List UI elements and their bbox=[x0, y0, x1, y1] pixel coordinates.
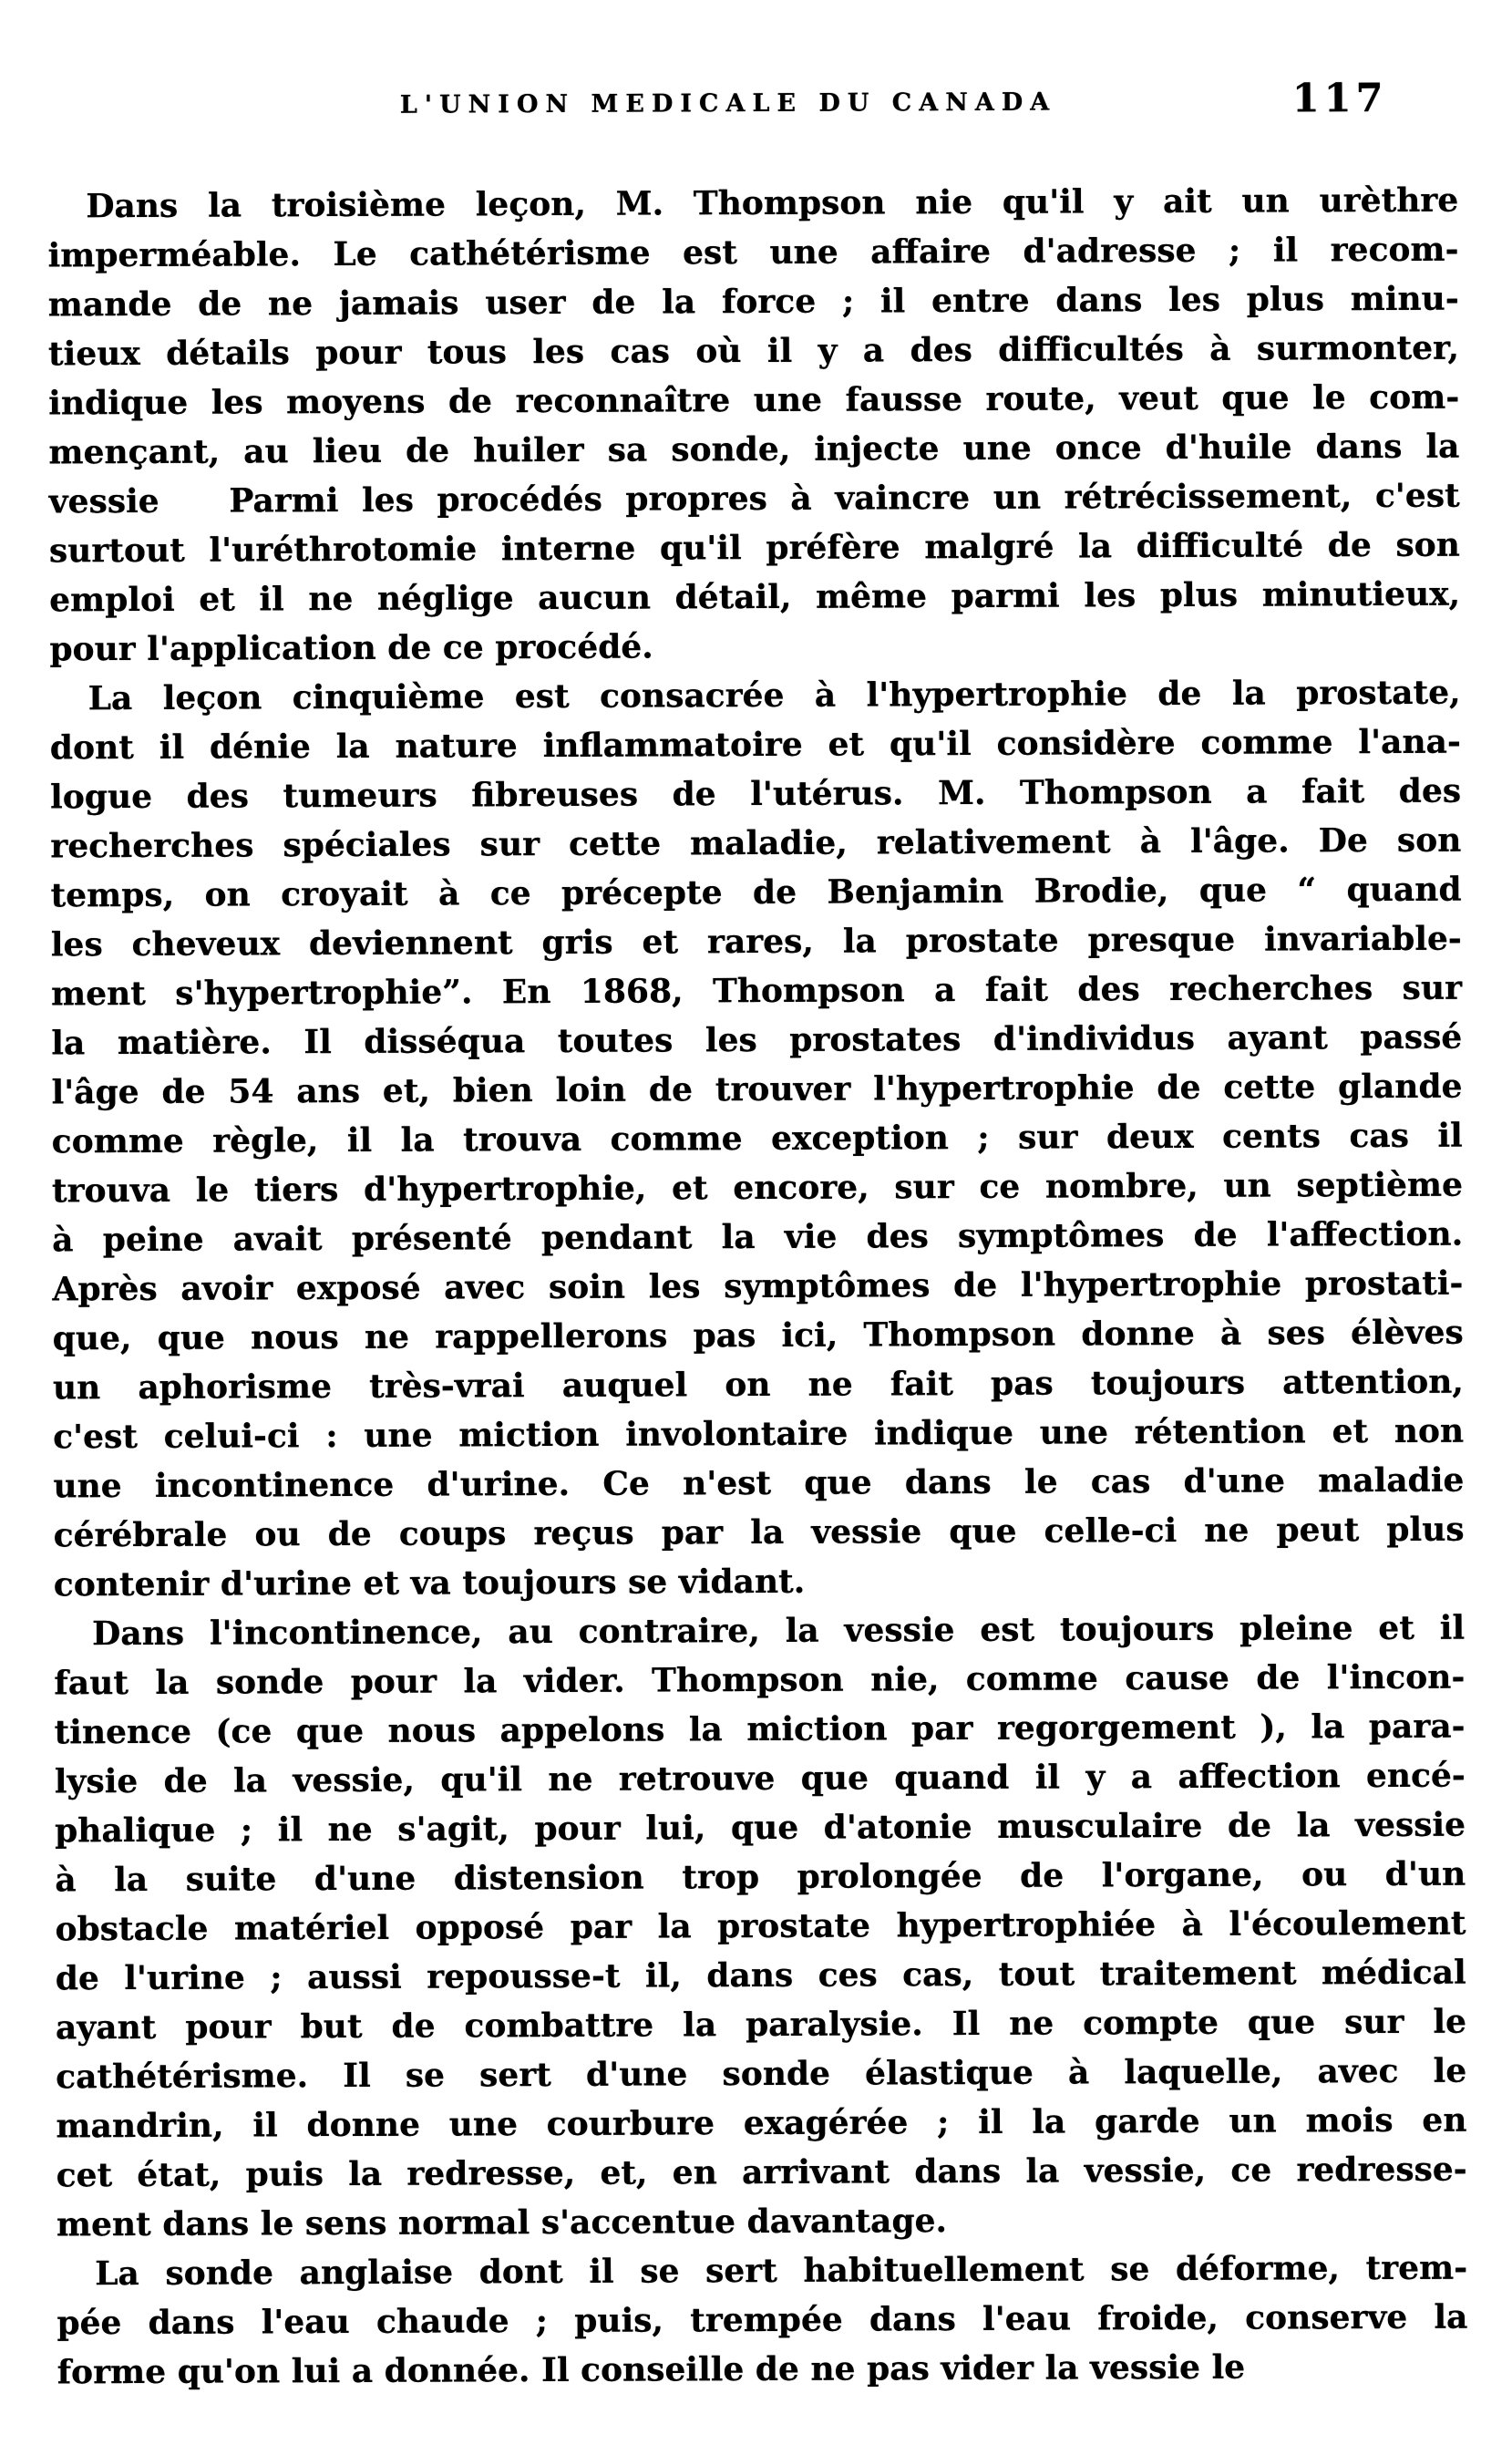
text-line: emploi et il ne néglige aucun détail, même parmi les plus minutieux, bbox=[49, 574, 1461, 620]
text-line: ment s'hypertrophie”. En 1868, Thompson a fait des recherches sur bbox=[50, 968, 1463, 1014]
text-line: contenir d'urine et va toujours se vidant. bbox=[53, 1562, 806, 1604]
text-line: cathétérisme. Il se sert d'une sonde élastique à laquelle, avec le bbox=[56, 2051, 1467, 2097]
text-line: que, que nous ne rappellerons pas ici, Thompson donne à ses élèves bbox=[52, 1313, 1464, 1358]
text-line: recherches spéciales sur cette maladie, relativement à l'âge. De son bbox=[50, 820, 1462, 866]
text-line: La sonde anglaise dont il se sert habituellement se déforme, trem- bbox=[95, 2248, 1468, 2294]
text-line: obstacle matériel opposé par la prostate hypertrophiée à l'écoulement bbox=[55, 1903, 1466, 1949]
text-line: de l'urine ; aussi repousse-t il, dans ces cas, tout traitement médical bbox=[55, 1953, 1466, 1998]
journal-title: L'UNION MEDICALE DU CANADA bbox=[399, 88, 1057, 119]
text-line: pour l'application de ce procédé. bbox=[49, 627, 653, 669]
text-line: tieux détails pour tous les cas où il y a des difficultés à surmonter, bbox=[47, 328, 1460, 374]
text-line: mande de ne jamais user de la force ; il entre dans les plus minu- bbox=[47, 279, 1459, 325]
text-line: la matière. Il disséqua toutes les prostates d'individus ayant passé bbox=[51, 1017, 1463, 1063]
text-line: pée dans l'eau chaude ; puis, trempée dans l'eau froide, conserve la bbox=[57, 2297, 1468, 2343]
paragraph bbox=[57, 2244, 1468, 2398]
text-line: indique les moyens de reconnaître une fausse route, veut que le com- bbox=[48, 377, 1460, 423]
text-line: vessie Parmi les procédés propres à vaincre un rétrécissement, c'est bbox=[48, 476, 1460, 521]
text-line: mandrin, il donne une courbure exagérée ; il la garde un mois en bbox=[56, 2100, 1467, 2146]
running-header bbox=[0, 75, 1508, 139]
text-line: à la suite d'une distension trop prolongée de l'organe, ou d'un bbox=[55, 1854, 1466, 1900]
text-line: un aphorisme très-vrai auquel on ne fait pas toujours attention, bbox=[52, 1362, 1465, 1408]
page-number: 117 bbox=[1291, 75, 1388, 122]
text-line: une incontinence d'urine. Ce n'est que dans le cas d'une maladie bbox=[53, 1460, 1465, 1506]
text-line: cet état, puis la redresse, et, en arrivant dans la vessie, ce redresse- bbox=[56, 2150, 1467, 2195]
text-line: surtout l'uréthrotomie interne qu'il préfère malgré la difficulté de son bbox=[48, 525, 1461, 571]
text-line: lysie de la vessie, qu'il ne retrouve que quand il y a affection encé- bbox=[54, 1756, 1466, 1801]
text-line: La leçon cinquième est consacrée à l'hypertrophie de la prostate, bbox=[87, 673, 1461, 718]
text-block bbox=[47, 176, 1468, 2398]
text-line: imperméable. Le cathétérisme est une affaire d'adresse ; il recom- bbox=[47, 230, 1459, 275]
text-line: ment dans le sens normal s'accentue davantage. bbox=[56, 2202, 948, 2244]
paragraph bbox=[54, 1604, 1467, 2250]
text-line: trouva le tiers d'hypertrophie, et encore, sur ce nombre, un septième bbox=[51, 1165, 1464, 1211]
text-line: les cheveux deviennent gris et rares, la prostate presque invariable- bbox=[50, 919, 1462, 964]
paragraph bbox=[47, 176, 1460, 675]
text-line: cérébrale ou de coups reçus par la vessie que celle-ci ne peut plus bbox=[53, 1510, 1465, 1555]
text-line: logue des tumeurs fibreuses de l'utérus. M. Thompson a fait des bbox=[50, 771, 1462, 817]
paragraph bbox=[50, 668, 1465, 1610]
text-line: temps, on croyait à ce précepte de Benjamin Brodie, que “ quand bbox=[50, 870, 1462, 915]
text-line: Après avoir exposé avec soin les symptômes de l'hypertrophie prostati- bbox=[52, 1264, 1464, 1309]
text-line: ayant pour but de combattre la paralysie. Il ne compte que sur le bbox=[55, 2002, 1467, 2048]
text-line: c'est celui-ci : une miction involontaire indique une rétention et non bbox=[53, 1411, 1465, 1457]
text-line: comme règle, il la trouva comme exception ; sur deux cents cas il bbox=[51, 1116, 1463, 1161]
text-line: Dans la troisième leçon, M. Thompson nie qu'il y ait un urèthre bbox=[86, 181, 1459, 226]
text-line: faut la sonde pour la vider. Thompson nie, comme cause de l'incon- bbox=[54, 1657, 1466, 1703]
text-line: Dans l'incontinence, au contraire, la vessie est toujours pleine et il bbox=[92, 1608, 1466, 1654]
text-line: tinence (ce que nous appelons la miction par regorgement ), la para- bbox=[54, 1707, 1466, 1752]
text-line: forme qu'on lui a donnée. Il conseille de ne pas vider la vessie le bbox=[57, 2347, 1246, 2392]
text-line: dont il dénie la nature inflammatoire et qu'il considère comme l'ana- bbox=[49, 722, 1461, 768]
text-line: à peine avait présenté pendant la vie des symptômes de l'affection. bbox=[52, 1214, 1464, 1260]
text-line: mençant, au lieu de huiler sa sonde, injecte une once d'huile dans la bbox=[48, 427, 1460, 472]
text-line: phalique ; il ne s'agit, pour lui, que d'atonie musculaire de la vessie bbox=[54, 1805, 1466, 1851]
text-line: l'âge de 54 ans et, bien loin de trouver l'hypertrophie de cette glande bbox=[51, 1067, 1463, 1112]
